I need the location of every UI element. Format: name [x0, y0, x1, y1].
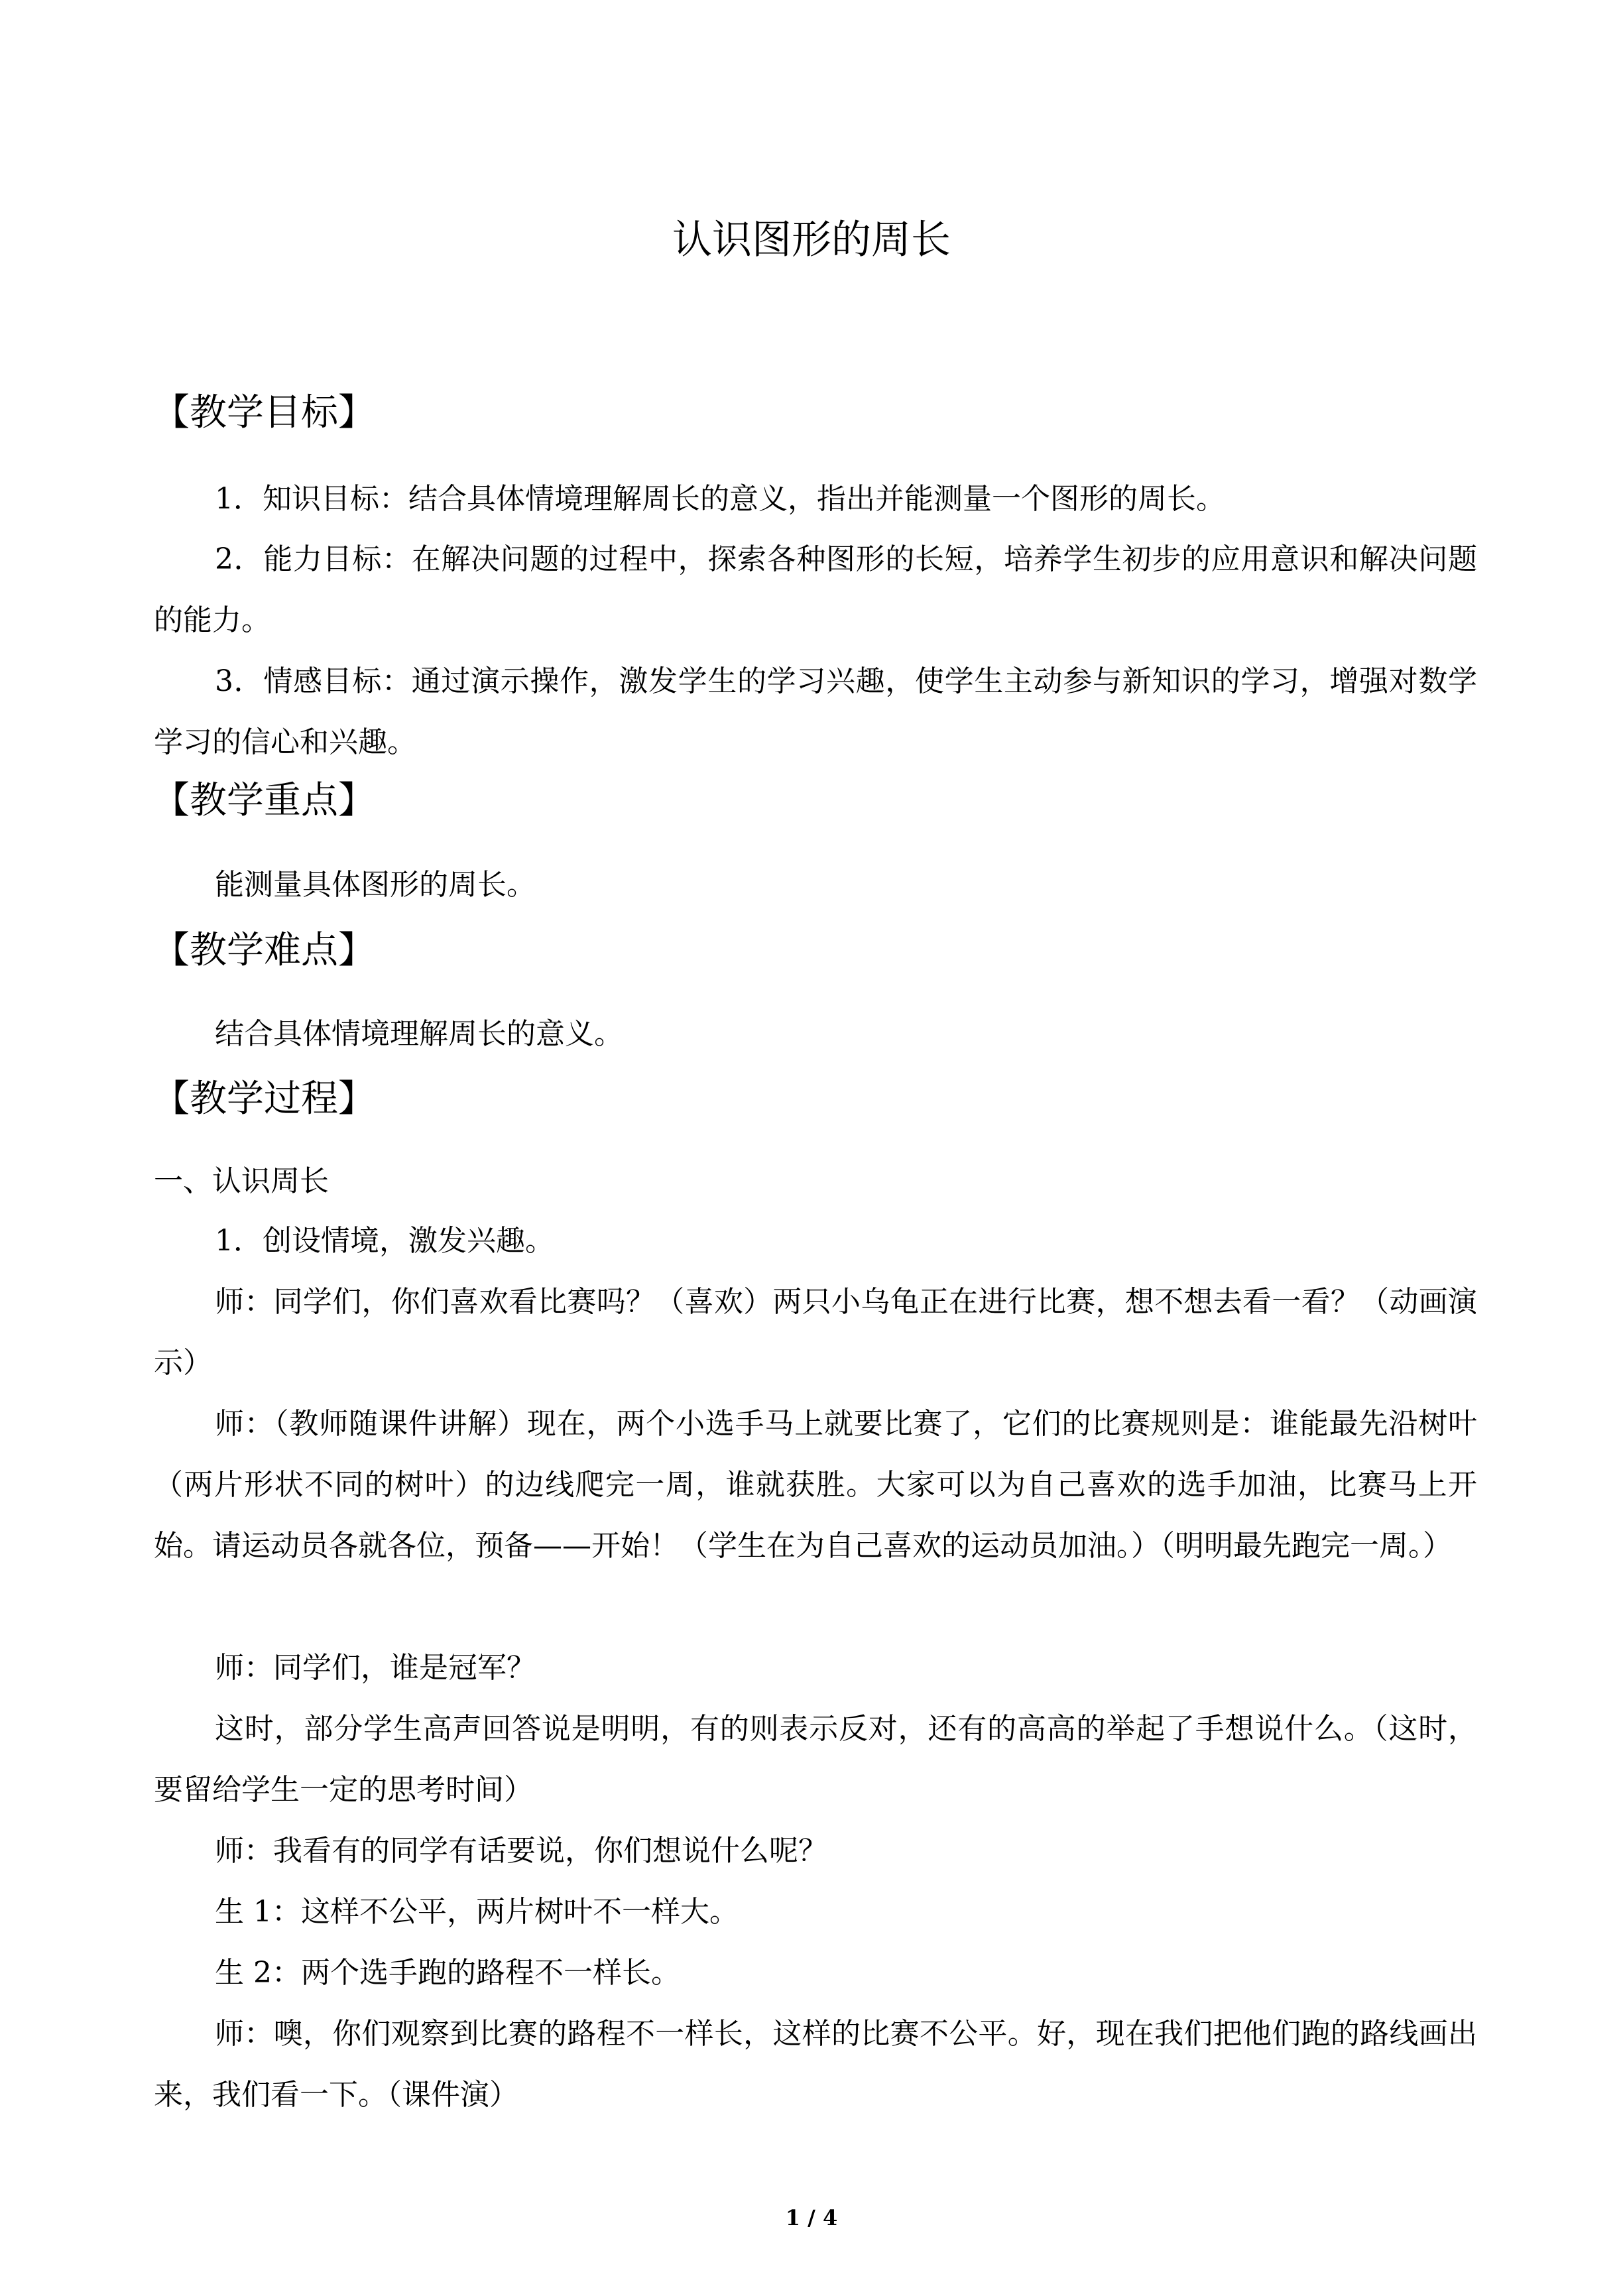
page-number: 1 / 4	[785, 2205, 838, 2230]
difficulty-heading: 【教学难点】	[152, 929, 375, 972]
paragraph-6: 生 1：这样不公平，两片树叶不一样大。	[215, 1895, 739, 1929]
paragraph-8: 师：噢，你们观察到比赛的路程不一样长，这样的比赛不公平。好，现在我们把他们跑的路线画出来，我们看一下。（课件演）	[154, 2017, 1477, 2112]
objective-3: 3．情感目标：通过演示操作，激发学生的学习兴趣，使学生主动参与新知识的学习，增强对数学学习的信心和兴趣。	[154, 664, 1477, 759]
paragraph-3: 师：同学们，谁是冠军？	[215, 1651, 536, 1685]
objective-2: 2．能力目标：在解决问题的过程中，探索各种图形的长短，培养学生初步的应用意识和解决问题的能力。	[154, 542, 1477, 637]
key-points-text: 能测量具体图形的周长。	[215, 868, 536, 902]
objectives-heading: 【教学目标】	[152, 391, 375, 434]
paragraph-5: 师：我看有的同学有话要说，你们想说什么呢？	[215, 1834, 827, 1868]
process-heading: 【教学过程】	[152, 1077, 375, 1120]
key-points-heading: 【教学重点】	[152, 779, 375, 822]
objective-1: 1．知识目标：结合具体情境理解周长的意义，指出并能测量一个图形的周长。	[215, 482, 1225, 516]
step-1-text: 1．创设情境，激发兴趣。	[215, 1224, 554, 1258]
paragraph-7: 生 2：两个选手跑的路程不一样长。	[215, 1956, 680, 1990]
paragraph-1: 师：同学们，你们喜欢看比赛吗？（喜欢）两只小乌龟正在进行比赛，想不想去看一看？（动画演示）	[154, 1285, 1477, 1380]
part-1-heading: 一、认识周长	[154, 1164, 329, 1198]
document-title: 认识图形的周长	[672, 217, 951, 263]
paragraph-4: 这时，部分学生高声回答说是明明，有的则表示反对，还有的高高的举起了手想说什么。（这时，要留给学生一定的思考时间）	[154, 1712, 1477, 1807]
paragraph-2: 师：（教师随课件讲解）现在，两个小选手马上就要比赛了，它们的比赛规则是：谁能最先沿树叶（两片形状不同的树叶）的边线爬完一周，谁就获胜。大家可以为自己喜欢的选手加油，比赛马上开始。请运动员各就各位，预备——开始！（学生在为自己喜欢的运动员加油。）（明明最先跑完一周。）	[154, 1407, 1477, 1563]
difficulty-text: 结合具体情境理解周长的意义。	[215, 1017, 623, 1051]
